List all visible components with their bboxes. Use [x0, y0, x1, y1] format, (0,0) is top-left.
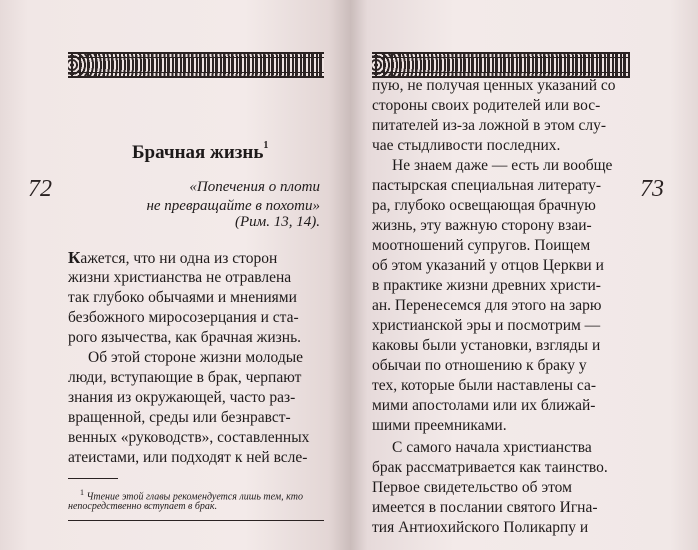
left-header-ornament — [68, 52, 324, 78]
chapter-title — [132, 142, 268, 164]
footnote-line: $^1$ Чтение этой главы рекомендуется лишь тем, кто — [80, 488, 303, 503]
body-line: в практике жизни древних христи- — [372, 277, 601, 294]
body-line: люди, вступающие в брак, черпают — [68, 369, 302, 386]
body-line: стороны своих родителей или вос- — [372, 97, 601, 114]
body-line: Кажется, что ни одна из сторон — [68, 248, 278, 267]
epigraph — [146, 178, 320, 216]
body-line: венных «руководств», составленных — [68, 429, 310, 446]
body-line: имеется в послании святого Игна- — [372, 499, 598, 516]
body-line: шими преемниками. — [372, 417, 507, 434]
footnote-divider — [68, 478, 118, 479]
body-line: рого язычества, как брачная жизнь. — [68, 329, 302, 346]
body-line: моотношений супругов. Поищем — [372, 237, 591, 254]
body-line: Не знаем даже — есть ли вообще — [392, 157, 613, 174]
footnote-line: непосредственно вступает в брак. — [68, 501, 218, 512]
epigraph-line: не превращайте в похоти» — [146, 198, 320, 214]
body-line: пую, не получая ценных указаний со — [372, 77, 616, 94]
body-line: каковы были установки, взгляды и — [372, 337, 601, 354]
body-line: ра, глубоко освещающая брачную — [372, 197, 596, 214]
body-line: С самого начала христианства — [392, 439, 592, 456]
right-page-number: 73 — [640, 176, 664, 202]
body-line: брак рассматривается как таинство. — [372, 459, 608, 476]
body-line: знания из окружающей, часто раз- — [68, 389, 296, 406]
chapter-title-text: Брачная жизнь — [132, 142, 264, 163]
body-line: тия Антиохийского Поликарпу и — [372, 519, 589, 536]
drop-cap: К — [68, 248, 81, 267]
body-line: пастырская специальная литерату- — [372, 177, 602, 194]
body-line: христианской эры и посмотрим — — [372, 317, 601, 334]
body-line: атеистами, или подходят к ней всле- — [68, 449, 308, 466]
body-line: Первое свидетельство об этом — [372, 479, 572, 496]
footnote-mark: 1 — [80, 488, 84, 497]
body-line: об этом указаний у отцов Церкви и — [372, 257, 604, 274]
left-footer-rule — [68, 520, 324, 521]
body-line: чае стыдливости последних. — [372, 137, 561, 154]
body-line: жизни христианства не отравлена — [68, 269, 292, 286]
right-page — [350, 0, 698, 550]
body-line: обычаи по отношению к браку у — [372, 357, 587, 374]
body-line: Об этой стороне жизни молодые — [88, 349, 304, 366]
left-page-number: 72 — [28, 176, 52, 202]
body-line: вращенной, среды или безнравст- — [68, 409, 291, 426]
epigraph-line: «Попечения о плоти — [189, 179, 320, 195]
body-line: мими апостолами или их ближай- — [372, 397, 596, 414]
body-line: жизнь, эту важную сторону взаи- — [372, 217, 592, 234]
body-line: безбожного миросозерцания и ста- — [68, 309, 299, 326]
epigraph-reference: (Рим. 13, 14). — [235, 214, 320, 230]
body-line: ан. Перенесемся для этого на зарю — [372, 297, 602, 314]
body-line: тех, которые были наставлены са- — [372, 377, 597, 394]
title-footnote-mark: 1 — [263, 140, 269, 151]
body-line: так глубоко обычаями и мнениями — [68, 289, 297, 306]
right-header-ornament — [372, 52, 630, 78]
body-line: питателей из-за ложной в этом слу- — [372, 117, 607, 134]
